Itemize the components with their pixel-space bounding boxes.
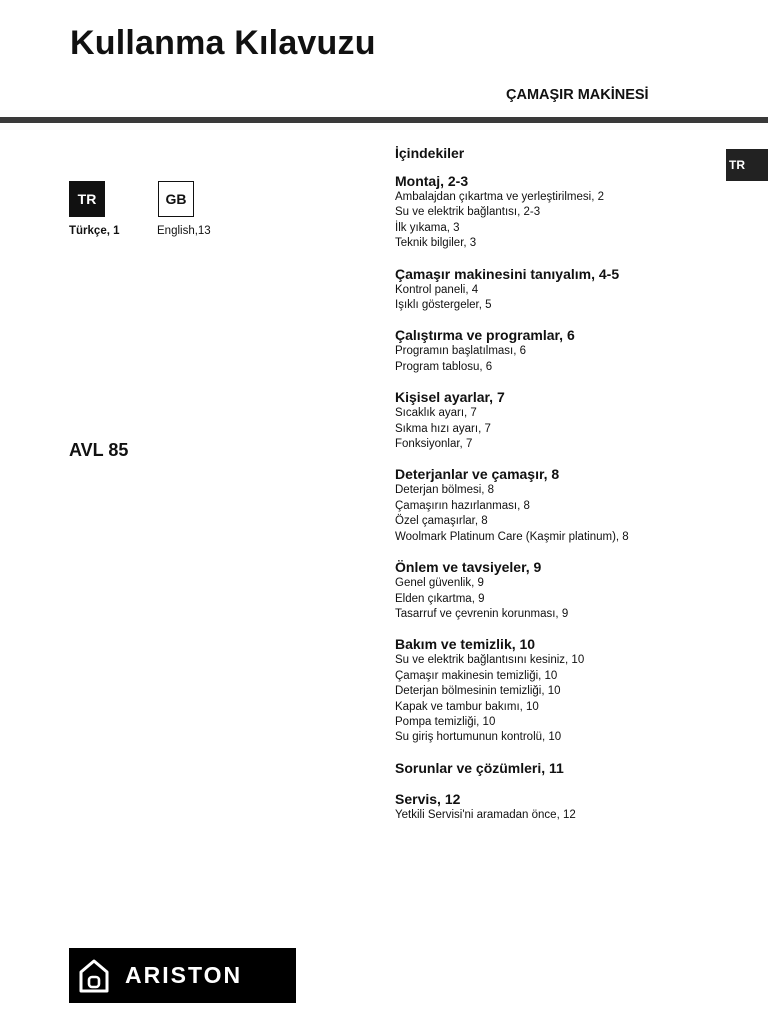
toc-entry[interactable]: Woolmark Platinum Care (Kaşmir platinum), 8 [395,530,629,543]
toc-entry[interactable]: Tasarruf ve çevrenin korunması, 9 [395,607,569,620]
toc-section [395,759,735,777]
toc-section [395,326,735,375]
toc-entry[interactable]: Kontrol paneli, 4 [395,283,479,296]
toc-entry[interactable]: Su ve elektrik bağlantısı, 2-3 [395,206,541,219]
table-of-contents [395,144,735,836]
toc-entry[interactable]: Su giriş hortumunun kontrolü, 10 [395,731,562,744]
toc-section-title[interactable]: Deterjanlar ve çamaşır, 8 [395,466,560,483]
toc-entry[interactable]: Fonksiyonlar, 7 [395,438,473,451]
side-tab-tr: TR [726,149,768,181]
language-badge-gb[interactable]: GB [158,181,194,217]
toc-section-title[interactable]: Montaj, 2-3 [395,173,469,189]
toc-entry[interactable]: Sıcaklık ayarı, 7 [395,407,477,420]
toc-entry[interactable]: Ambalajdan çıkartma ve yerleştirilmesi, 2 [395,191,604,203]
toc-heading: İçindekiler [395,145,465,161]
toc-entry[interactable]: Işıklı göstergeler, 5 [395,299,492,312]
toc-entry[interactable]: Yetkili Servisi'ni aramadan önce, 12 [395,808,576,821]
logo-text: ARISTON [125,962,243,988]
toc-sections [395,172,735,823]
toc-entry[interactable]: Elden çıkartma, 9 [395,592,485,605]
toc-section-title[interactable]: Çamaşır makinesini tanıyalım, 4-5 [395,265,620,282]
toc-entry[interactable]: Çamaşırın hazırlanması, 8 [395,499,530,512]
house-icon [79,959,109,993]
toc-entry[interactable]: Özel çamaşırlar, 8 [395,515,488,528]
page-subtitle: ÇAMAŞIR MAKİNESİ [506,87,649,103]
toc-section-title[interactable]: Sorunlar ve çözümleri, 11 [395,759,564,776]
ariston-logo [69,948,296,1003]
toc-entry[interactable]: Programın başlatılması, 6 [395,345,527,358]
toc-section [395,388,735,452]
toc-entry[interactable]: İlk yıkama, 3 [395,221,460,234]
toc-section [395,790,735,823]
toc-entry[interactable]: Çamaşır makinesin temizliği, 10 [395,669,558,682]
toc-entry[interactable]: Genel güvenlik, 9 [395,577,484,590]
toc-section [395,558,735,622]
toc-section-title[interactable]: Kişisel ayarlar, 7 [395,389,505,406]
toc-section-title[interactable]: Servis, 12 [395,790,461,807]
toc-entry[interactable]: Program tablosu, 6 [395,360,493,373]
toc-entry[interactable]: Deterjan bölmesi, 8 [395,484,495,497]
header-divider [0,117,768,123]
toc-section [395,635,735,745]
toc-section-title[interactable]: Önlem ve tavsiyeler, 9 [395,559,542,576]
toc-section-title[interactable]: Çalıştırma ve programlar, 6 [395,327,575,344]
toc-entry[interactable]: Su ve elektrik bağlantısını kesiniz, 10 [395,654,585,667]
page-title: Kullanma Kılavuzu [70,24,376,62]
toc-entry[interactable]: Deterjan bölmesinin temizliği, 10 [395,685,561,698]
toc-section [395,265,735,314]
language-badge-tr[interactable]: TR [69,181,105,217]
toc-section [395,172,735,252]
toc-section-title[interactable]: Bakım ve temizlik, 10 [395,636,536,653]
language-caption-gb[interactable]: English,13 [157,225,211,237]
language-caption-tr[interactable]: Türkçe, 1 [69,225,120,237]
model-name: AVL 85 [69,440,129,460]
toc-entry[interactable]: Sıkma hızı ayarı, 7 [395,422,491,435]
toc-entry[interactable]: Teknik bilgiler, 3 [395,237,477,250]
toc-entry[interactable]: Kapak ve tambur bakımı, 10 [395,700,539,713]
toc-section [395,465,735,545]
toc-entry[interactable]: Pompa temizliği, 10 [395,715,496,728]
